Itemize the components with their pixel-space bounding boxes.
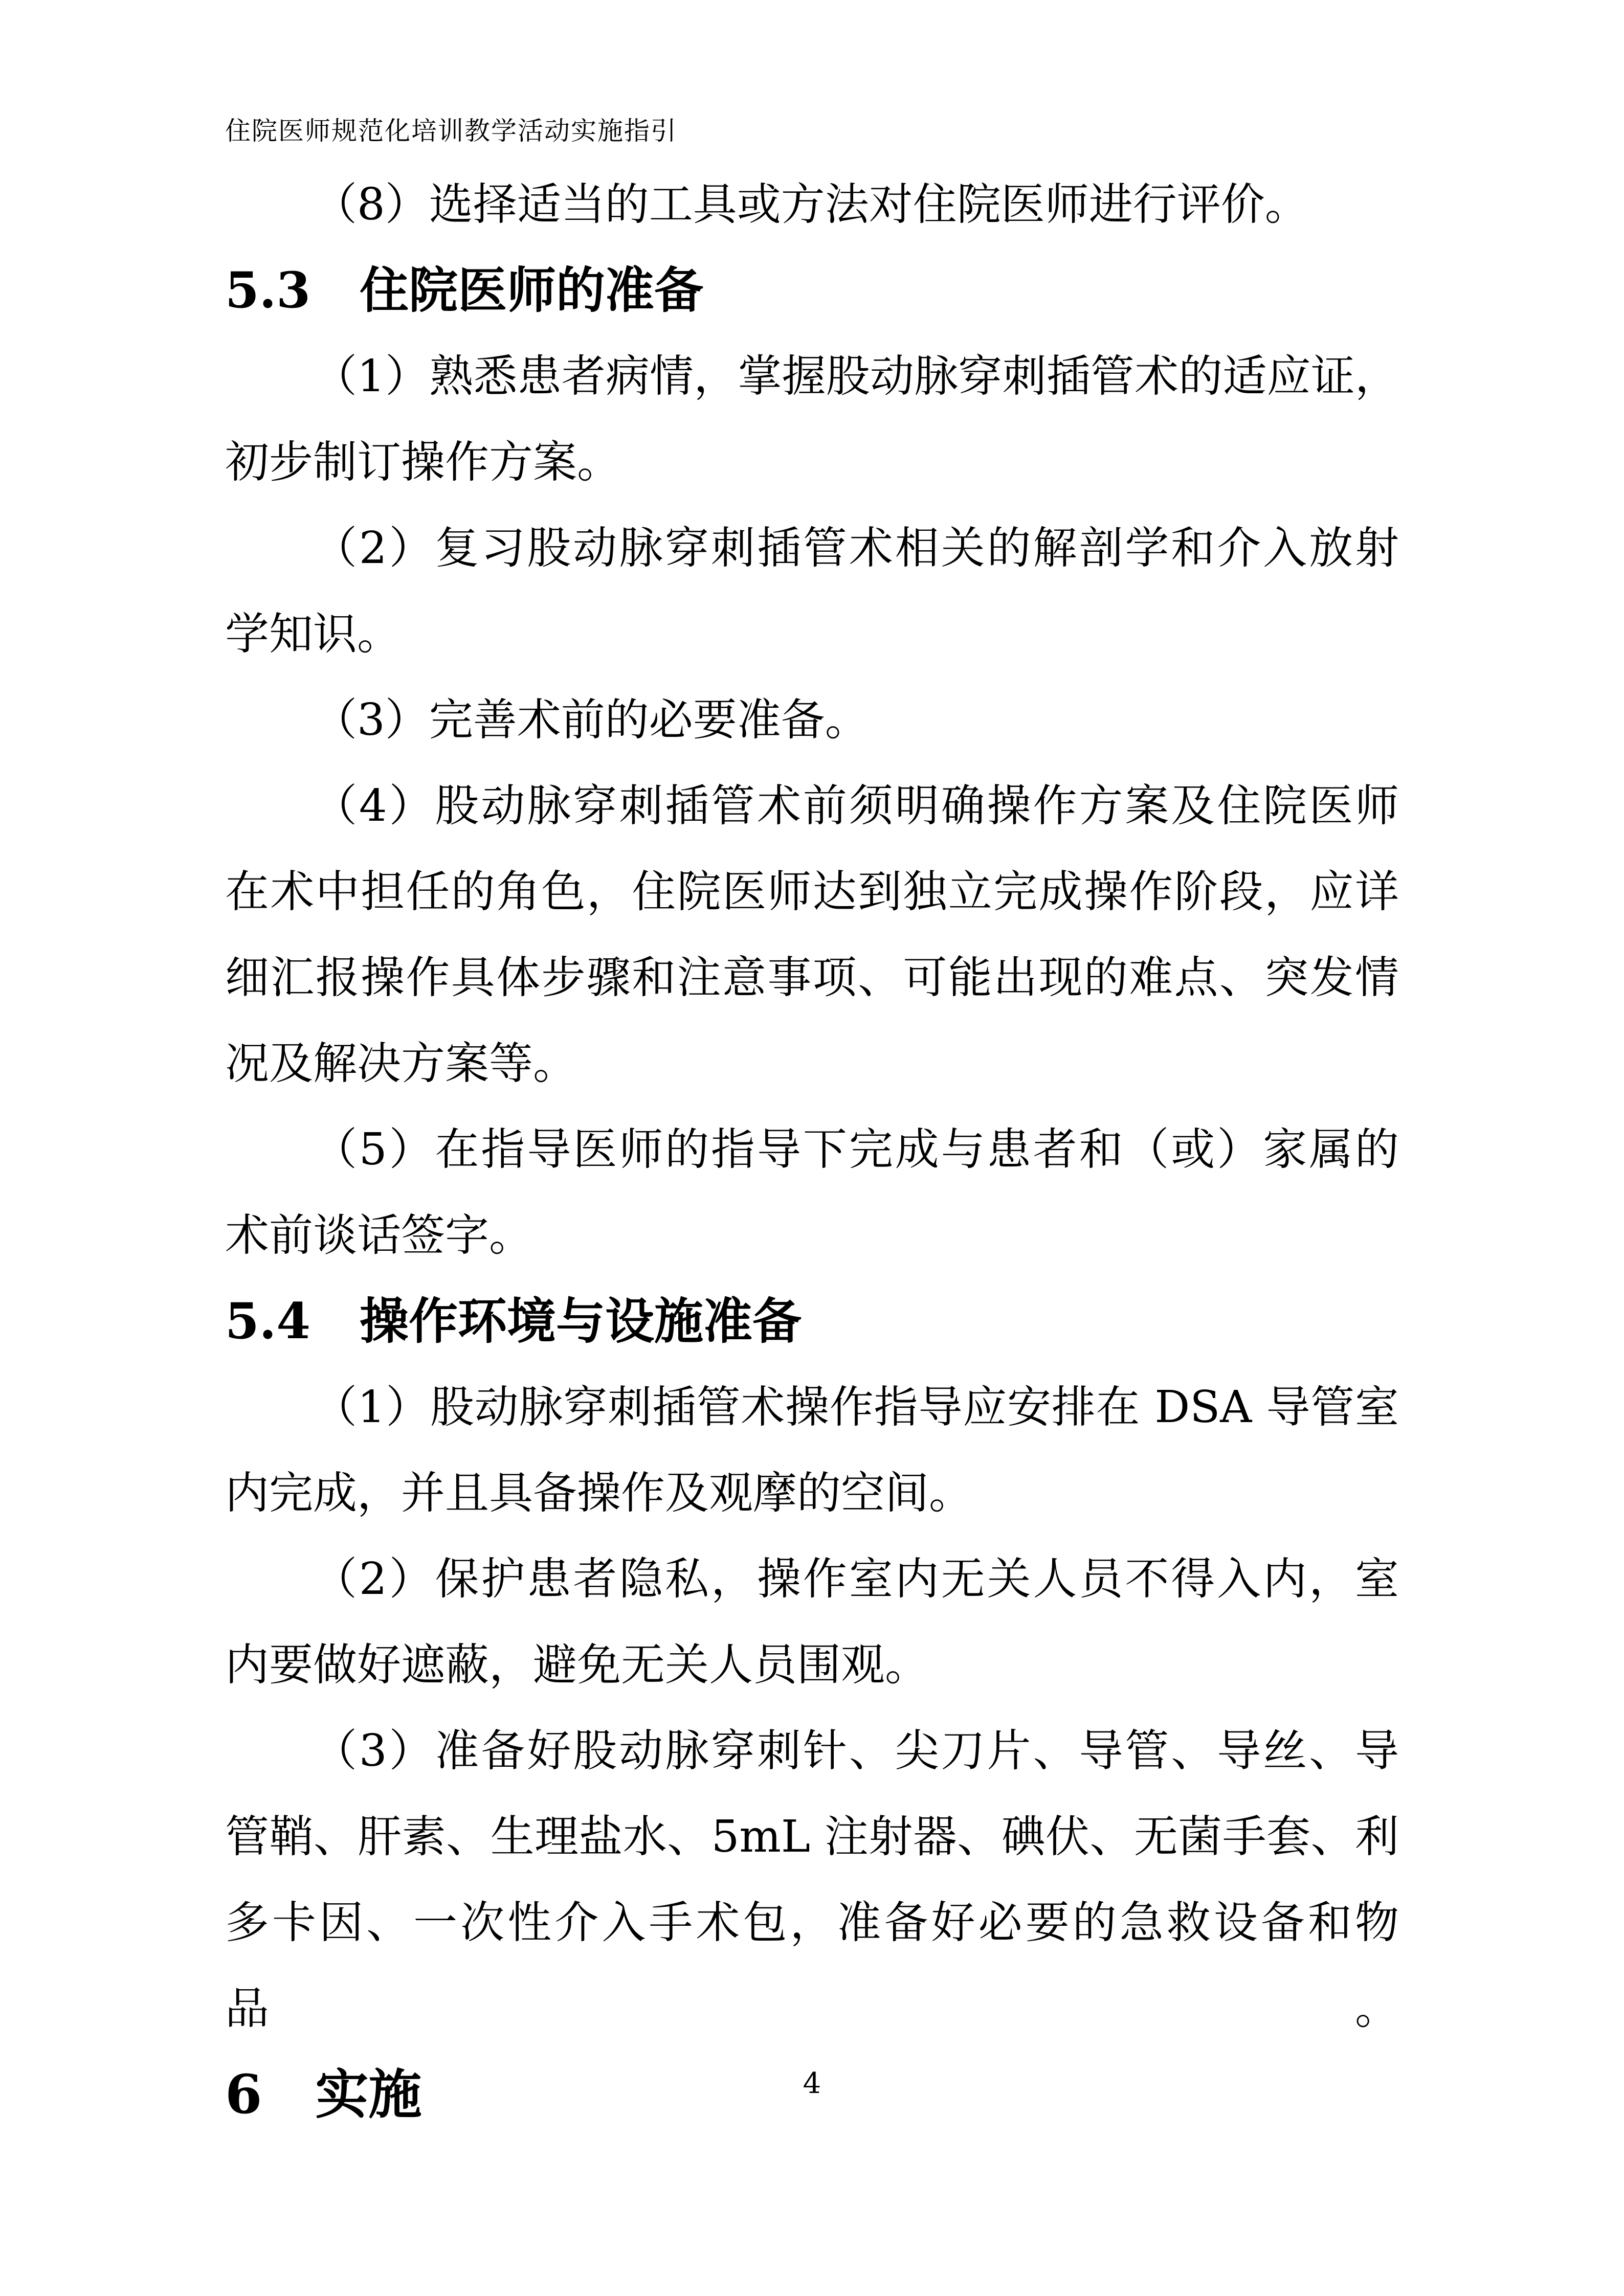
para-5-3-item-2-line-1: （2）复习股动脉穿刺插管术相关的解剖学和介入放射	[313, 523, 1399, 574]
para-5-3-item-4-line-2: 在术中担任的角色，住院医师达到独立完成操作阶段，应详	[225, 866, 1399, 917]
para-5-3-item-5-line-2: 术前谈话签字。	[225, 1210, 533, 1261]
para-5-4-item-3-line-2: 管鞘、肝素、生理盐水、5mL 注射器、碘伏、无菌手套、利	[225, 1811, 1399, 1862]
para-5-3-item-1-line-1: （1）熟悉患者病情，掌握股动脉穿刺插管术的适应证，	[313, 351, 1399, 402]
para-5-3-item-4-line-1: （4）股动脉穿刺插管术前须明确操作方案及住院医师	[313, 780, 1399, 831]
para-5-4-item-2-line-2: 内要做好遮蔽，避免无关人员围观。	[225, 1639, 929, 1691]
para-5-3-item-4-line-3: 细汇报操作具体步骤和注意事项、可能出现的难点、突发情	[225, 952, 1399, 1003]
para-5-4-item-2-line-1: （2）保护患者隐私，操作室内无关人员不得入内，室	[313, 1554, 1399, 1605]
para-5-4-item-3-line-3: 多卡因、一次性介入手术包，准备好必要的急救设备和物品。	[225, 1897, 1399, 2034]
para-5-4-item-3-line-1: （3）准备好股动脉穿刺针、尖刀片、导管、导丝、导	[313, 1725, 1399, 1776]
item-8-line: （8）选择适当的工具或方法对住院医师进行评价。	[313, 179, 1309, 230]
para-5-3-item-5-line-1: （5）在指导医师的指导下完成与患者和（或）家属的	[313, 1124, 1399, 1175]
running-header: 住院医师规范化培训教学活动实施指引	[225, 116, 677, 146]
section-heading-5-3: 5.3 住院医师的准备	[225, 261, 704, 319]
para-5-3-item-2-line-2: 学知识。	[225, 609, 401, 660]
page-content	[225, 0, 1399, 2137]
section-heading-5-4: 5.4 操作环境与设施准备	[225, 1292, 802, 1350]
para-5-4-item-1-line-1: （1）股动脉穿刺插管术操作指导应安排在 DSA 导管室	[313, 1382, 1399, 1433]
para-5-3-item-4-line-4: 况及解决方案等。	[225, 1038, 577, 1089]
para-5-3-item-3-line: （3）完善术前的必要准备。	[313, 694, 869, 746]
para-5-4-item-1-line-2: 内完成，并且具备操作及观摩的空间。	[225, 1468, 973, 1519]
para-5-3-item-1-line-2: 初步制订操作方案。	[225, 437, 621, 488]
page-number: 4	[803, 2067, 821, 2100]
section-heading-6: 6 实施	[225, 2063, 422, 2126]
body-text-block	[225, 162, 1399, 2137]
